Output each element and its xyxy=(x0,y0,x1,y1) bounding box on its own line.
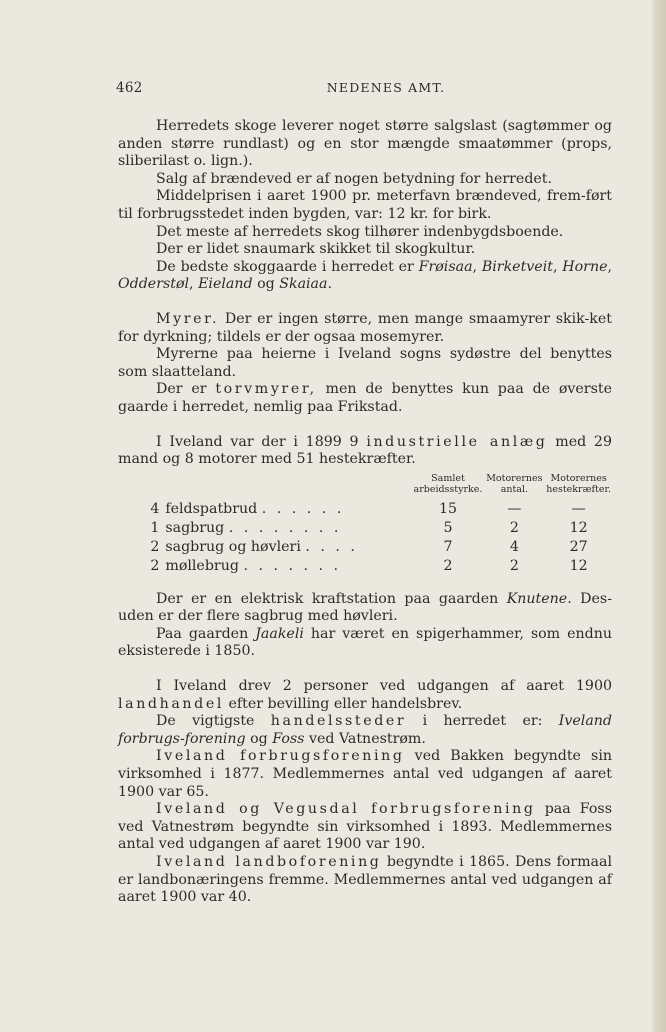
paragraph-torvmyrer: Der er torvmyrer, men de benyttes kun paa de øverste gaarde i herredet, nemlig paa Frikstad. xyxy=(118,381,612,415)
column-header: Motorernes antal. xyxy=(486,472,543,495)
paragraph-eiere: Det meste af herredets skog tilhører indenbygdsboende. xyxy=(156,223,564,240)
column-header: Motorernes hestekræfter. xyxy=(546,472,611,495)
column-header: Samlet arbeidsstyrke. xyxy=(413,472,483,495)
gaard-name: Birketveit xyxy=(481,258,553,275)
paragraph-spigerhammer: Paa gaarden Jaakeli har været en spigerhammer, som endnu eksisterede i 1850. xyxy=(118,625,612,660)
page-header xyxy=(116,80,604,100)
paragraph-myrerne: Myrerne paa heierne i Iveland sogns sydøstre del benyttes som slaatteland. xyxy=(118,346,612,380)
paragraph-forbrugsforening-1: Iveland forbrugsforening ved Bakken begyndte sin virksomhed i 1877. Medlemmernes antal ved udgangen af aaret 1900 var 65. xyxy=(118,748,612,800)
paragraph-skoggaarde: De bedste skoggaarde i herredet er Frøisaa, Birketveit, Horne, Odderstøl, Eieland og Skaiaa. xyxy=(118,258,612,293)
paragraph-salg: Salg af brændeved er af nogen betydning for herredet. xyxy=(156,170,553,187)
gaard-name: Skaiaa xyxy=(279,276,328,293)
page-edge xyxy=(652,0,666,1032)
paragraph-industri: I Iveland var der i 1899 9 industrielle anlæg med 29 mand og 8 motorer med 51 hestekræfter. xyxy=(118,433,612,468)
paragraph-skoge: Herredets skoge leverer noget større salgslast (sagtømmer og anden større rundlast) og en stor mængde smaatømmer (props, sliberilast o. lign.). xyxy=(118,118,612,170)
gaard-name: Horne xyxy=(562,258,608,275)
gaard-name: Odderstøl xyxy=(118,276,190,293)
paragraph-landboforening: Iveland landboforening begyndte i 1865. Dens formaal er landbonæringens fremme. Medlemmernes antal ved udgangen af aaret 1900 var 40. xyxy=(118,854,612,906)
table-header-row xyxy=(118,473,612,495)
paragraph-middelpris: Middelprisen i aaret 1900 pr. meterfavn brændeved, frem-ført til forbrugsstedet inden bygden, var: 12 kr. for birk. xyxy=(118,188,612,222)
gaard-name: Eieland xyxy=(198,276,253,293)
industry-table xyxy=(118,473,612,577)
running-title: NEDENES AMT. xyxy=(326,80,446,95)
paragraph-handelssteder: De vigtigste handelssteder i herredet er: Iveland forbrugs-forening og Foss ved Vatnestrøm. xyxy=(118,713,612,747)
paragraph-forbrugsforening-2: Iveland og Vegusdal forbrugsforening paa Foss ved Vatnestrøm begyndte sin virksomhed i 1893. Medlemmernes antal ved udgangen af aaret 1900 var 190. xyxy=(118,801,612,853)
paragraph-snaumark: Der er lidet snaumark skikket til skogkultur. xyxy=(156,241,476,258)
table-row: 1 sagbrug . . . . . . . . 5 2 12 xyxy=(150,520,588,537)
paragraph-landhandel: I Iveland drev 2 personer ved udgangen af aaret 1900 landhandel efter bevilling eller handelsbrev. xyxy=(118,678,612,712)
gaard-name: Frøisaa xyxy=(418,258,473,275)
section-lead-myrer: Myrer. xyxy=(156,310,220,327)
table-row: 2 sagbrug og høvleri . . . . 7 4 27 xyxy=(150,539,588,556)
paragraph-myrer: Myrer. Der er ingen større, men mange smaamyrer skik-ket for dyrkning; tildels er der ogsaa mosemyrer. xyxy=(118,310,612,345)
table-row: 2 møllebrug . . . . . . . 2 2 12 xyxy=(150,558,588,575)
paragraph-kraftstation: Der er en elektrisk kraftstation paa gaarden Knutene. Des-uden er der flere sagbrug med høvleri. xyxy=(118,590,612,625)
page-number: 462 xyxy=(116,80,143,96)
table-row: 4 feldspatbrud . . . . . . 15 — — xyxy=(150,501,586,518)
page-body xyxy=(118,118,612,907)
